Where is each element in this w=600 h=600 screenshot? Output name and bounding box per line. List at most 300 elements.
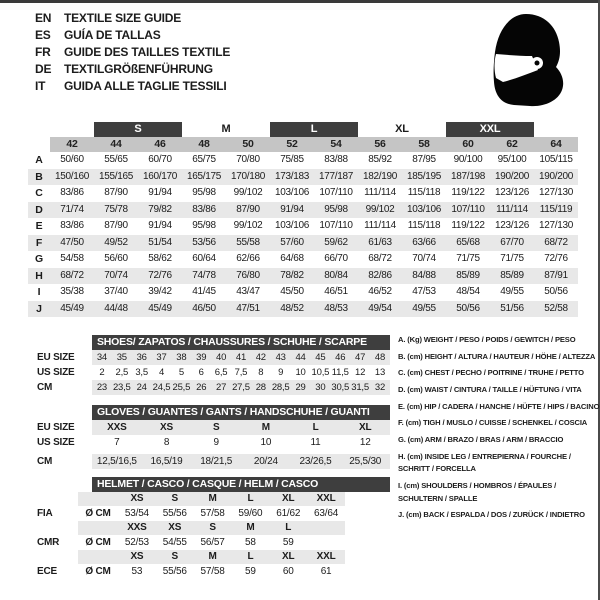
measurement-row — [28, 268, 578, 285]
row-values — [92, 350, 390, 365]
size-number: 58 — [418, 138, 430, 150]
size-number: 52 — [286, 138, 298, 150]
measurement-value: 49/55 — [412, 302, 436, 314]
measurement-value: 127/130 — [538, 220, 574, 231]
measurement-value: 160/170 — [142, 170, 178, 182]
helmet-size-value: 59/60 — [238, 508, 263, 519]
measurement-value: 111/114 — [364, 187, 396, 198]
size-cell: 16,5/19 — [150, 456, 183, 467]
measurement-row — [28, 284, 578, 301]
measurement-value: 127/130 — [538, 187, 574, 198]
size-number: 64 — [550, 138, 562, 150]
size-group-header-row — [28, 122, 578, 137]
size-cell: 37 — [156, 352, 167, 363]
size-cell: 34 — [96, 352, 108, 363]
size-number: 48 — [198, 138, 210, 150]
guide-title: GUIDE DES TAILLES TEXTILE — [64, 44, 231, 59]
measurement-value: 87/95 — [412, 154, 436, 165]
measurement-value: 39/42 — [148, 286, 172, 297]
measurement-value: 95/98 — [192, 187, 216, 198]
measurement-value: 68/72 — [60, 269, 84, 281]
measurement-letter: D — [35, 203, 43, 216]
measurement-value: 51/56 — [500, 302, 524, 314]
helmet-size-value: 59 — [245, 566, 256, 577]
group-spacer — [534, 122, 578, 137]
helmet-size-value: 57/58 — [200, 508, 225, 519]
measurement-value: 103/106 — [274, 220, 310, 231]
measurement-row — [28, 251, 578, 268]
size-cell: 32 — [374, 382, 386, 393]
row-label: US SIZE — [37, 367, 75, 378]
size-cell: 23,5 — [112, 382, 131, 393]
size-group-label: M — [221, 123, 231, 135]
measurement-value: 111/114 — [496, 203, 528, 215]
measurement-value: 56/60 — [104, 253, 128, 264]
measurement-value: 87/90 — [236, 203, 260, 215]
helmet-size-header-row — [78, 492, 345, 506]
size-cell: XXS — [107, 422, 127, 433]
unit-column-spacer — [78, 492, 118, 506]
measurement-value: 45/49 — [60, 302, 84, 314]
measurement-row — [28, 218, 578, 235]
measurement-value: 115/119 — [539, 203, 573, 215]
measurement-value: 111/114 — [364, 220, 396, 231]
size-cell: 10,5 — [311, 367, 330, 378]
measurement-value: 185/195 — [406, 170, 442, 182]
row-label: US SIZE — [37, 437, 75, 448]
size-table-row — [30, 435, 390, 450]
measurement-letter: I — [37, 286, 41, 298]
size-cell: 46 — [335, 352, 346, 363]
size-table-row — [30, 350, 390, 365]
measurement-value: 55/58 — [236, 236, 260, 248]
measurement-value: 58/62 — [148, 253, 172, 264]
legend-item: D. (cm) WAIST / CINTURA / TAILLE / HÜFTUNG / VITA — [398, 385, 582, 395]
measurement-value: 107/110 — [451, 203, 485, 215]
measurement-row — [28, 301, 578, 318]
measurement-value: 155/165 — [98, 170, 134, 182]
size-cell: 9 — [278, 367, 284, 378]
measurement-value: 57/60 — [280, 236, 304, 248]
language-code: ES — [35, 27, 51, 42]
size-cell: 7 — [114, 437, 120, 448]
helmet-icon — [486, 12, 566, 112]
measurement-row — [28, 185, 578, 202]
measurement-value: 47/50 — [60, 236, 84, 248]
measurement-value: 150/160 — [54, 170, 90, 182]
measurement-value: 66/70 — [324, 253, 348, 264]
helmet-size-header-row — [78, 521, 345, 535]
letter-column-spacer — [28, 137, 50, 152]
measurement-value: 71/75 — [456, 253, 480, 264]
measurement-value: 59/62 — [324, 236, 348, 248]
helmet-size-label: XS — [130, 551, 144, 562]
size-cell: 12 — [355, 367, 366, 378]
measurement-value: 95/100 — [497, 154, 527, 165]
size-cell: 25,5 — [172, 382, 191, 393]
size-cell: 11 — [310, 437, 321, 448]
measurement-value: 67/70 — [500, 236, 524, 248]
diameter-unit-label: Ø CM — [85, 566, 111, 577]
measurement-value: 95/98 — [192, 220, 216, 231]
helmet-size-value: 52/53 — [124, 537, 149, 548]
helmet-size-value: 61 — [320, 566, 332, 577]
legend-item: F. (cm) TIGH / MUSLO / CUISSE / SCHENKEL / COSCIA — [398, 418, 588, 428]
measurement-value: 54/58 — [60, 253, 84, 264]
measurement-value: 64/68 — [280, 253, 304, 264]
helmet-size-label: S — [171, 551, 178, 562]
measurement-row — [28, 235, 578, 252]
language-title-list — [35, 9, 230, 94]
group-spacer — [28, 122, 94, 137]
measurement-value: 49/52 — [104, 236, 128, 248]
measurement-value: 119/122 — [451, 220, 485, 231]
size-cell: 20/24 — [253, 456, 278, 467]
measurement-value: 49/54 — [368, 302, 392, 314]
language-row — [35, 9, 230, 26]
measurement-value: 37/40 — [104, 286, 128, 297]
measurement-value: 41/45 — [192, 286, 216, 297]
helmet-size-label: L — [247, 551, 254, 562]
size-cell: 47 — [355, 352, 366, 363]
row-values — [92, 420, 390, 435]
diameter-unit-label: Ø CM — [85, 508, 111, 519]
legend-item: B. (cm) HEIGHT / ALTURA / HAUTEUR / HÖHE / ALTEZZA — [398, 351, 596, 361]
language-code: EN — [35, 10, 52, 25]
measurement-value: 46/50 — [192, 302, 216, 314]
measurement-value: 53/56 — [192, 236, 216, 248]
size-cell: 28,5 — [271, 382, 290, 393]
measurement-row — [28, 202, 578, 219]
measurement-value: 43/47 — [236, 286, 260, 297]
measurement-value: 46/52 — [368, 286, 392, 297]
measurement-value: 91/94 — [280, 203, 304, 215]
measurement-value: 50/56 — [456, 302, 480, 314]
helmet-size-value: 63/64 — [314, 508, 339, 519]
row-values — [92, 454, 390, 469]
unit-column-spacer — [78, 521, 118, 535]
size-table-row — [30, 454, 390, 469]
measurement-value: 75/85 — [280, 154, 304, 165]
measurement-value: 87/90 — [104, 220, 128, 231]
helmet-size-label: XL — [282, 551, 295, 562]
helmet-size-label: L — [285, 522, 292, 533]
measurement-value: 80/84 — [324, 269, 348, 281]
measurement-value: 72/76 — [544, 253, 568, 264]
size-number: 46 — [154, 138, 166, 150]
measurement-value: 91/94 — [148, 220, 172, 231]
size-cell: 2 — [99, 367, 105, 378]
helmet-size-value: 56/57 — [200, 537, 225, 548]
size-cell: 7,5 — [234, 367, 248, 378]
language-row — [35, 60, 230, 77]
size-cell: M — [261, 422, 270, 433]
measurement-value: 105/115 — [539, 154, 573, 165]
size-cell: 42 — [255, 352, 266, 363]
helmet-size-label — [307, 521, 345, 535]
size-table-row — [30, 380, 390, 395]
measurement-value: 87/91 — [544, 269, 568, 281]
helmet-size-label: M — [208, 551, 217, 562]
measurement-value: 47/53 — [412, 286, 436, 297]
measurement-value: 46/51 — [324, 286, 348, 297]
size-cell: 18/21,5 — [200, 456, 233, 467]
language-row — [35, 43, 230, 60]
measurement-value: 70/74 — [104, 269, 128, 281]
row-label: CM — [37, 456, 53, 467]
measurement-value: 99/102 — [233, 220, 263, 231]
measurement-value: 99/102 — [365, 203, 395, 215]
size-cell: 36 — [136, 352, 147, 363]
size-cell: 12 — [359, 437, 371, 448]
textile-size-table — [28, 122, 578, 317]
helmet-size-value: 59 — [282, 537, 294, 548]
measurement-value: 177/187 — [318, 170, 354, 182]
measurement-value: 99/102 — [233, 187, 263, 198]
measurement-letter: J — [36, 302, 42, 315]
size-group-label: S — [94, 122, 182, 137]
row-label: EU SIZE — [37, 352, 75, 363]
helmet-size-table — [30, 477, 390, 579]
measurement-value: 115/118 — [407, 187, 441, 198]
language-row — [35, 26, 230, 43]
measurement-value: 83/88 — [324, 154, 348, 165]
helmet-value-row — [30, 506, 345, 521]
legend-item: J. (cm) BACK / ESPALDA / DOS / ZURÜCK / INDIETRO — [398, 510, 585, 520]
size-cell: 6 — [198, 367, 204, 378]
row-values — [92, 380, 390, 395]
helmet-size-label: M — [208, 493, 217, 504]
measurement-value: 78/82 — [280, 269, 304, 281]
measurement-value: 123/126 — [494, 187, 530, 198]
gloves-table-title: GLOVES / GUANTES / GANTS / HANDSCHUHE / GUANTI — [92, 405, 390, 420]
measurement-row — [28, 169, 578, 186]
measurement-value: 103/106 — [274, 187, 310, 198]
measurement-value: 55/65 — [104, 154, 128, 165]
size-cell: 29 — [295, 382, 306, 393]
size-cell: 10 — [295, 367, 306, 378]
row-values — [92, 435, 390, 450]
helmet-size-value: 57/58 — [200, 566, 225, 577]
legend-item: C. (cm) CHEST / PECHO / POITRINE / TRUHE / PETTO — [398, 368, 584, 378]
size-table-row — [30, 365, 390, 380]
measurement-value: 85/89 — [456, 269, 480, 281]
size-cell: 23/26,5 — [299, 456, 332, 467]
size-cell: 23 — [96, 382, 108, 393]
helmet-size-value: 58 — [245, 537, 256, 548]
measurement-value: 51/54 — [148, 236, 172, 248]
measurement-value: 173/183 — [274, 170, 310, 182]
size-cell: XL — [359, 422, 372, 433]
size-cell: 39 — [196, 352, 207, 363]
size-cell: 9 — [213, 437, 219, 448]
size-cell: 41 — [235, 352, 247, 363]
measurement-letter: F — [35, 236, 43, 249]
legend-item: I. (cm) SHOULDERS / HOMBROS / ÉPAULES / SCHULTERN / SPALLE — [398, 481, 557, 503]
size-cell: 12,5/16,5 — [96, 456, 137, 467]
size-cell: 3,5 — [135, 367, 148, 378]
helmet-value-row — [30, 564, 345, 579]
size-cell: 38 — [176, 352, 187, 363]
measurement-value: 35/38 — [60, 286, 84, 297]
measurement-value: 47/51 — [236, 302, 260, 314]
legend-item: E. (cm) HIP / CADERA / HANCHE / HÜFTE / HIPS / BACINO — [398, 401, 600, 411]
helmet-size-value: 60 — [282, 566, 294, 577]
measurement-letter: C — [35, 187, 43, 199]
measurement-value: 60/70 — [148, 154, 172, 165]
measurement-letter: B — [35, 170, 43, 183]
measurement-value: 50/56 — [544, 286, 568, 297]
measurement-value: 90/100 — [453, 154, 483, 165]
language-code: FR — [35, 44, 51, 59]
measurement-value: 65/75 — [192, 154, 216, 165]
row-label: CM — [37, 382, 53, 393]
helmet-size-label: XS — [168, 522, 182, 533]
size-cell: 5 — [178, 367, 184, 378]
measurement-value: 45/50 — [280, 286, 304, 297]
size-cell: 27 — [216, 382, 227, 393]
measurement-value: 61/63 — [368, 236, 392, 248]
guide-title: GUIDA ALLE TAGLIE TESSILI — [64, 78, 227, 93]
measurement-value: 95/98 — [324, 203, 348, 215]
measurement-value: 50/60 — [60, 154, 84, 165]
size-cell: 44 — [295, 352, 306, 363]
measurement-value: 123/126 — [494, 220, 530, 231]
size-cell: 30 — [315, 382, 326, 393]
language-row — [35, 77, 230, 94]
size-cell: 8 — [163, 437, 170, 448]
size-cell: 13 — [374, 367, 386, 378]
measurement-value: 165/175 — [186, 170, 222, 182]
measurement-value: 74/78 — [192, 269, 216, 281]
measurement-value: 170/180 — [230, 170, 266, 182]
measurement-value: 85/89 — [500, 269, 524, 281]
measurement-value: 85/92 — [368, 154, 392, 165]
helmet-size-value: 53/54 — [124, 508, 149, 519]
size-cell: 10 — [260, 437, 272, 448]
measurement-value: 49/55 — [500, 286, 524, 297]
homologation-label: ECE — [37, 566, 57, 577]
diameter-unit-label: Ø CM — [85, 537, 111, 548]
size-cell: L — [312, 422, 319, 433]
helmet-size-value: 61/62 — [276, 508, 301, 519]
size-cell: 28 — [255, 382, 266, 393]
measurement-value: 182/190 — [362, 170, 398, 182]
size-cell: 27,5 — [232, 382, 250, 393]
measurement-value: 83/86 — [60, 220, 84, 231]
helmet-size-label: XXL — [316, 551, 336, 562]
helmet-size-label: XS — [130, 493, 144, 504]
size-cell: 24 — [136, 382, 147, 393]
measurement-value: 44/48 — [104, 302, 128, 314]
measurement-value: 48/54 — [456, 286, 480, 297]
measurement-value: 91/94 — [148, 187, 172, 198]
size-cell: 31,5 — [351, 382, 369, 393]
size-cell: S — [212, 422, 220, 433]
guide-title: TEXTILGRÖßENFÜHRUNG — [64, 61, 213, 76]
helmet-size-label: XXS — [127, 522, 147, 533]
shoes-table-title: SHOES/ ZAPATOS / CHAUSSURES / SCHUHE / SCARPE — [92, 335, 390, 350]
measurement-value: 71/74 — [60, 203, 84, 215]
helmet-size-value: 54/55 — [162, 537, 187, 548]
row-values — [92, 365, 390, 380]
size-cell: 6,5 — [214, 367, 228, 378]
size-group-label: XXL — [446, 122, 534, 137]
measurement-value: 115/118 — [407, 220, 441, 231]
measurement-value: 68/72 — [368, 253, 392, 264]
size-cell: 4 — [158, 367, 165, 378]
size-cell: 43 — [275, 352, 286, 363]
size-number: 44 — [110, 138, 122, 150]
measurement-value: 48/53 — [324, 302, 348, 314]
size-cell: XS — [160, 422, 173, 433]
measurement-value: 68/72 — [544, 236, 568, 248]
helmet-size-label: XXL — [316, 493, 336, 504]
size-number: 50 — [242, 138, 254, 150]
measurement-value: 63/66 — [412, 236, 436, 248]
size-cell: 2,5 — [115, 367, 129, 378]
helmet-size-label: S — [171, 493, 178, 504]
legend-item: H. (cm) INSIDE LEG / ENTREPIERNA / FOURCHE / SCHRITT / FORCELLA — [398, 451, 571, 474]
measurement-value: 84/88 — [412, 269, 436, 281]
measurement-row — [28, 152, 578, 169]
helmet-table-title: HELMET / CASCO / CASQUE / HELM / CASCO — [92, 477, 390, 492]
size-table-row — [30, 420, 390, 435]
measurement-value: 72/76 — [148, 269, 172, 281]
size-cell: 8 — [258, 367, 264, 378]
helmet-size-value — [307, 535, 345, 550]
size-group-label: L — [270, 122, 358, 137]
homologation-label: CMR — [37, 537, 60, 548]
measurement-letter: E — [35, 220, 43, 232]
size-number-strip — [50, 137, 578, 152]
measurement-value: 79/82 — [148, 203, 172, 215]
measurement-value: 87/90 — [104, 187, 128, 198]
helmet-size-value: 55/56 — [162, 508, 187, 519]
measurement-value: 107/110 — [319, 187, 353, 198]
measurement-value: 190/200 — [538, 170, 574, 182]
legend-item: A. (Kg) WEIGHT / PESO / POIDS / GEWITCH / PESO — [398, 335, 576, 344]
size-cell: 35 — [116, 352, 127, 363]
row-label: EU SIZE — [37, 422, 75, 433]
shoes-size-table — [30, 335, 390, 395]
measurement-value: 71/75 — [500, 253, 524, 264]
measurement-value: 103/106 — [406, 203, 442, 215]
size-number: 56 — [374, 138, 386, 150]
measurement-value: 70/74 — [412, 253, 436, 264]
measurement-letter: G — [35, 253, 43, 265]
measurement-value: 83/86 — [60, 187, 84, 198]
size-cell: 25,5/30 — [349, 456, 382, 467]
size-cell: 48 — [374, 352, 386, 363]
helmet-value-row — [30, 535, 345, 550]
measurement-value: 190/200 — [494, 170, 530, 182]
unit-column-spacer — [78, 550, 118, 564]
language-code: IT — [35, 78, 46, 93]
helmet-size-value: 55/56 — [162, 566, 187, 577]
measurement-value: 75/78 — [104, 203, 128, 215]
measurement-value: 107/110 — [319, 220, 353, 231]
measurement-value: 70/80 — [236, 154, 260, 165]
measurement-letter: H — [35, 269, 43, 282]
helmet-size-label: M — [246, 522, 255, 533]
language-code: DE — [35, 61, 52, 76]
helmet-size-label: L — [247, 493, 254, 504]
size-cell: 30,5 — [331, 382, 350, 393]
helmet-size-label: S — [209, 522, 216, 533]
size-number: 60 — [462, 138, 474, 150]
measurement-value: 119/122 — [451, 187, 485, 198]
